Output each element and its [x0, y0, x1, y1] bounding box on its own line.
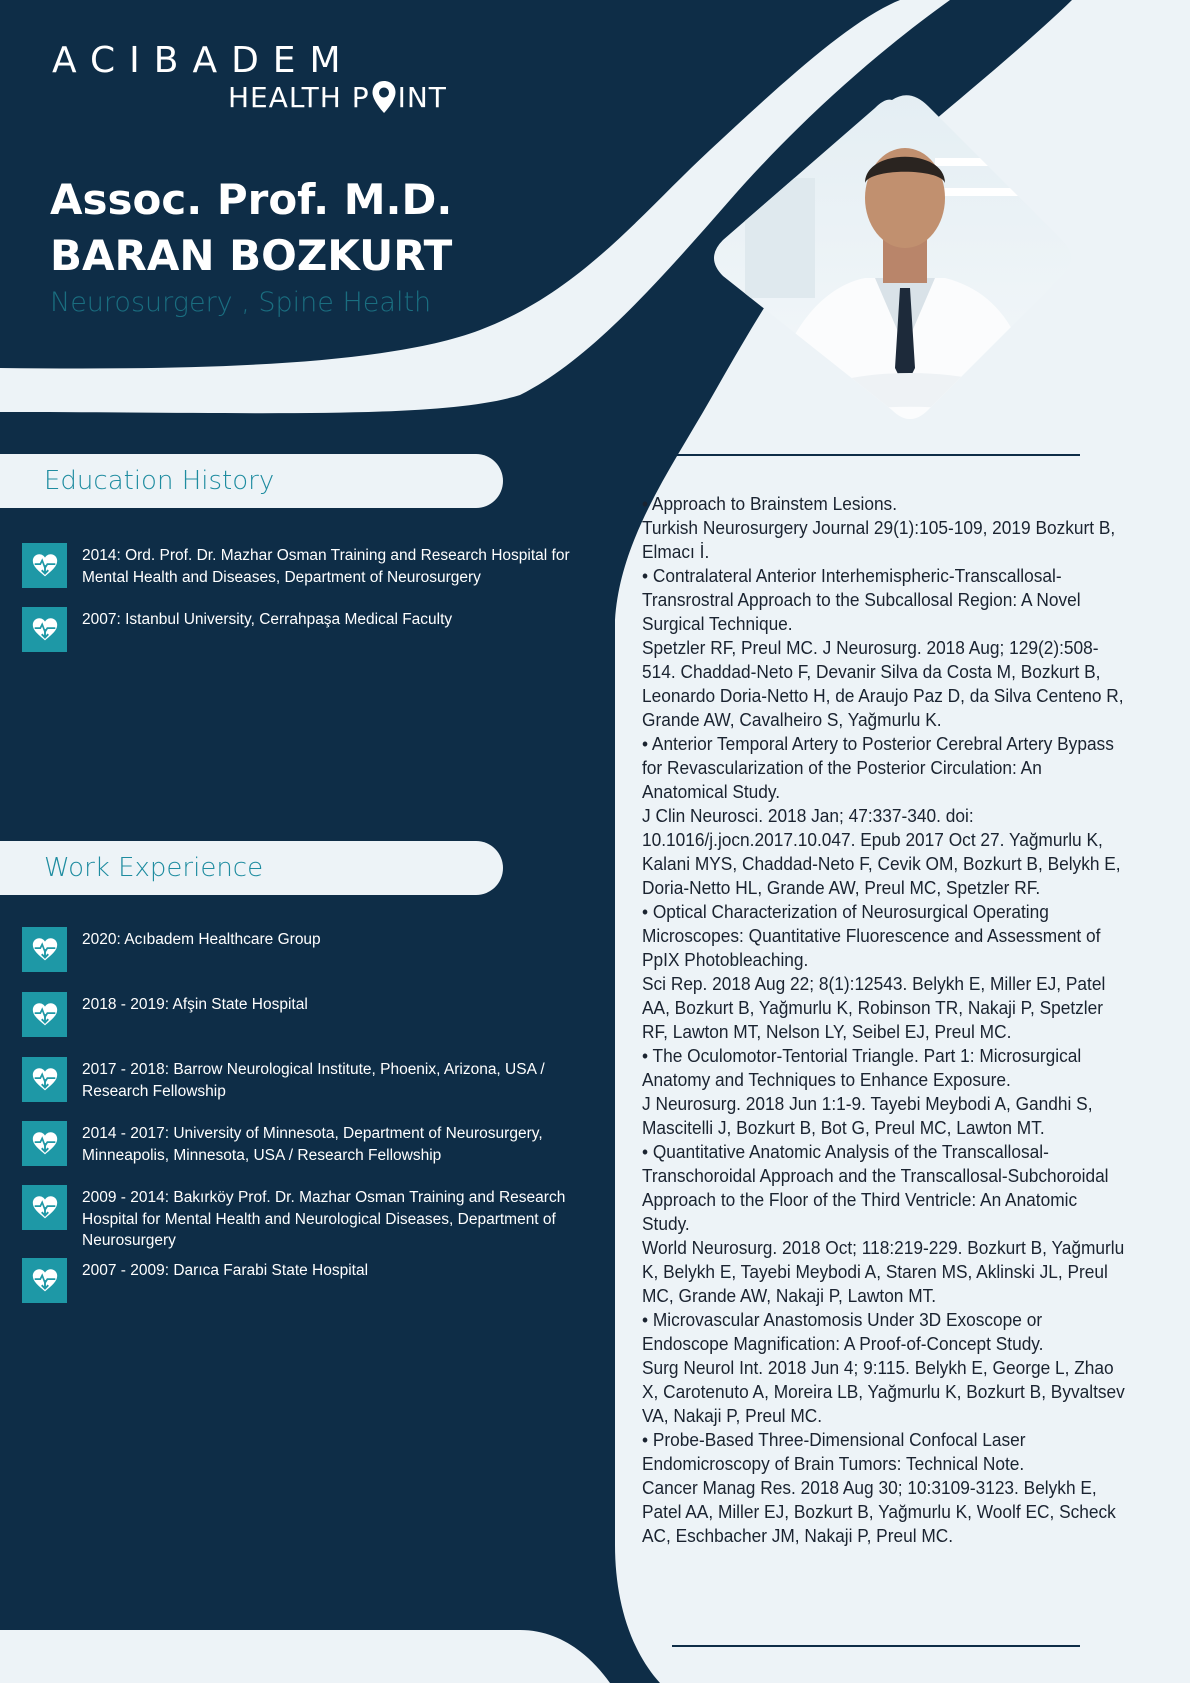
publication-reference: Sci Rep. 2018 Aug 22; 8(1):12543. Belykh E, Miller EJ, Patel AA, Bozkurt B, Yağmurlu K, Robinson TR, Nakaji P, Spetzler RF, Lawton MT, Nelson LY, Seibel EJ, Preul MC. [642, 973, 1106, 1042]
work-item [22, 992, 612, 1037]
publication-reference: Cancer Manag Res. 2018 Aug 30; 10:3109-3123. Belykh E, Patel AA, Miller EJ, Bozkurt B, Yağmurlu K, Woolf EC, Scheck AC, Eschbacher JM, Nakaji P, Preul MC. [642, 1477, 1116, 1546]
doctor-name-block [50, 172, 452, 284]
brand-line2-part2: INT [397, 80, 447, 114]
doctor-name: BARAN BOZKURT [50, 231, 453, 280]
publication-title: • Approach to Brainstem Lesions. [642, 493, 898, 514]
publication-title: • The Oculomotor-Tentorial Triangle. Part 1: Microsurgical Anatomy and Techniques to Enhance Exposure. [642, 1045, 1082, 1090]
work-item-text: 2009 - 2014: Bakırköy Prof. Dr. Mazhar Osman Training and Research Hospital for Mental Health and Neurological Diseases, Department of Neurosurgery [82, 1189, 566, 1249]
heart-pulse-icon [22, 1185, 67, 1230]
education-title: Education History [44, 466, 275, 496]
education-item [22, 607, 612, 652]
heart-pulse-icon [22, 607, 67, 652]
brand-line2-part1: HEALTH P [228, 80, 370, 114]
work-item-text: 2014 - 2017: University of Minnesota, Department of Neurosurgery, Minneapolis, Minnesota, USA / Research Fellowship [82, 1125, 543, 1164]
education-item [22, 543, 612, 588]
education-item-text: 2007: Istanbul University, Cerrahpaşa Medical Faculty [82, 611, 453, 628]
heart-pulse-icon [22, 1121, 67, 1166]
heart-pulse-icon [22, 1057, 67, 1102]
publication-title: • Probe-Based Three-Dimensional Confocal Laser Endomicroscopy of Brain Tumors: Technical Note. [642, 1429, 1026, 1474]
heart-pulse-icon [22, 543, 67, 588]
education-section-header [0, 454, 503, 508]
publication-title: • Optical Characterization of Neurosurgical Operating Microscopes: Quantitative Fluorescence and Assessment of PpIX Photobleaching. [642, 901, 1101, 970]
publications-list [642, 492, 1126, 1548]
publication-reference: World Neurosurg. 2018 Oct; 118:219-229. Bozkurt B, Yağmurlu K, Belykh E, Tayebi Meybodi A, Staren MS, Aklinski JL, Preul MC, Grande AW, Nakaji P, Lawton MT. [642, 1237, 1125, 1306]
publication-title: • Contralateral Anterior Interhemispheric-Transcallosal-Transrostral Approach to the Subcallosal Region: A Novel Surgical Technique. [642, 565, 1081, 634]
work-item-text: 2007 - 2009: Darıca Farabi State Hospital [82, 1262, 369, 1279]
brand-logo [52, 40, 447, 114]
doctor-photo [705, 88, 1080, 463]
brand-line2 [228, 80, 447, 114]
publication-reference: Spetzler RF, Preul MC. J Neurosurg. 2018 Aug; 129(2):508-514. Chaddad-Neto F, Devanir Silva da Costa M, Bozkurt B, Leonardo Doria-Netto H, de Araujo Paz D, da Silva Centeno R, Grande AW, Cavalheiro S, Yağmurlu K. [642, 637, 1124, 730]
divider-top [672, 454, 1080, 456]
heart-pulse-icon [22, 992, 67, 1037]
publication-title: • Anterior Temporal Artery to Posterior Cerebral Artery Bypass for Revascularization of the Posterior Circulation: An Anatomical Study. [642, 733, 1114, 802]
brand-line1: ACIBADEM [52, 40, 355, 81]
publication-title: • Microvascular Anastomosis Under 3D Exoscope or Endoscope Magnification: A Proof-of-Concept Study. [642, 1309, 1044, 1354]
publication-reference: Turkish Neurosurgery Journal 29(1):105-109, 2019 Bozkurt B, Elmacı İ. [642, 517, 1116, 562]
publication-reference: J Clin Neurosci. 2018 Jan; 47:337-340. doi: 10.1016/j.jocn.2017.10.047. Epub 2017 Oct 27. Yağmurlu K, Kalani MYS, Chaddad-Neto F, Cevik OM, Bozkurt B, Belykh E, Doria-Netto HL, Grande AW, Preul MC, Spetzler RF. [642, 805, 1121, 898]
publication-title: • Quantitative Anatomic Analysis of the Transcallosal-Transchoroidal Approach and the Transcallosal-Subchoroidal Approach to the Floor of the Third Ventricle: An Anatomic Study. [642, 1141, 1109, 1234]
work-item-text: 2017 - 2018: Barrow Neurological Institute, Phoenix, Arizona, USA / Research Fellowship [82, 1061, 545, 1100]
doctor-specialty: Neurosurgery , Spine Health [50, 287, 432, 318]
work-item-text: 2020: Acıbadem Healthcare Group [82, 931, 321, 948]
work-section-header [0, 841, 503, 895]
publication-reference: Surg Neurol Int. 2018 Jun 4; 9:115. Belykh E, George L, Zhao X, Carotenuto A, Moreira LB, Yağmurlu K, Bozkurt B, Byvaltsev VA, Nakaji P, Preul MC. [642, 1357, 1125, 1426]
heart-pulse-icon [22, 927, 67, 972]
divider-bottom [672, 1645, 1080, 1647]
heart-pulse-icon [22, 1258, 67, 1303]
work-item [22, 1185, 612, 1252]
doctor-title: Assoc. Prof. M.D. [50, 175, 453, 224]
education-item-text: 2014: Ord. Prof. Dr. Mazhar Osman Training and Research Hospital for Mental Health and Diseases, Department of Neurosurgery [82, 547, 570, 586]
work-title: Work Experience [44, 853, 264, 883]
work-item [22, 927, 612, 972]
work-item [22, 1121, 612, 1166]
work-item-text: 2018 - 2019: Afşin State Hospital [82, 996, 308, 1013]
location-pin-icon [371, 80, 397, 114]
publication-reference: J Neurosurg. 2018 Jun 1:1-9. Tayebi Meybodi A, Gandhi S, Mascitelli J, Bozkurt B, Bot G, Preul MC, Lawton MT. [642, 1093, 1093, 1138]
work-item [22, 1258, 612, 1303]
work-item [22, 1057, 612, 1102]
